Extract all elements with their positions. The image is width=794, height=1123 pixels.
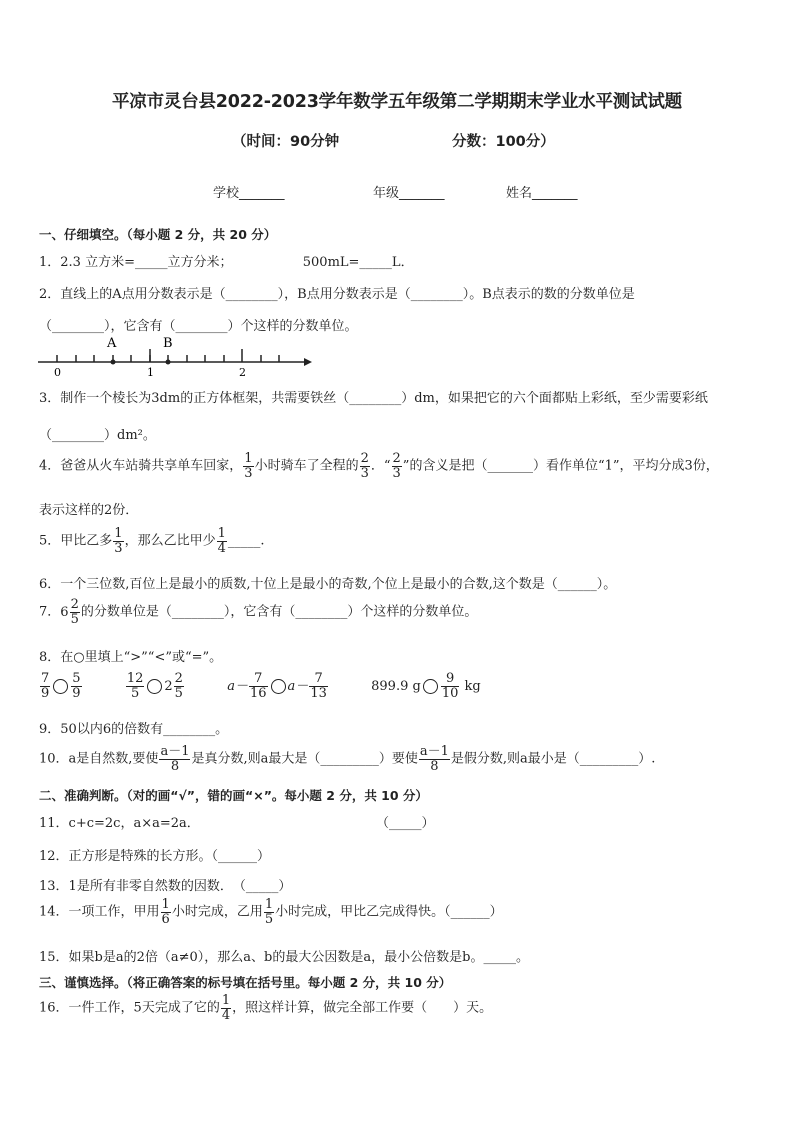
question-2-line-1: 2．直线上的A点用分数表示是（________），B点用分数表示是（________）。B点表示的数的分数单位是	[39, 287, 635, 302]
page-title: 平凉市灵台县2022-2023学年数学五年级第二学期期末学业水平测试试题	[112, 92, 682, 112]
name-field[interactable]: 姓名_______	[506, 186, 578, 201]
question-3-line-2: （________）dm²。	[39, 428, 156, 443]
point-b-label: B	[163, 336, 173, 351]
question-15: 15．如果b是a的2倍（a≠0），那么a、b的最大公因数是a，最小公倍数是b。_____。	[39, 950, 529, 965]
question-7: 7． 6 $\frac{2}{5}$ 的分数单位是（________），它含有（________）个这样的分数单位。	[39, 597, 478, 627]
fraction: $\frac{1}{3}$	[244, 451, 253, 481]
fraction: $\frac{1}{5}$	[264, 897, 274, 927]
question-13: 13．1是所有非零自然数的因数． （_____）	[39, 879, 292, 894]
compare-circle[interactable]	[147, 679, 162, 694]
comparison-1: $\frac{7}{9}$ $\frac{5}{9}$	[41, 671, 81, 701]
tick-label-2: 2	[239, 366, 246, 379]
question-8-intro: 8．在○里填上“>”“<”或“=”。	[39, 650, 223, 665]
question-8-comparisons	[39, 672, 481, 700]
fraction: $\frac{1}{4}$	[217, 526, 226, 556]
question-5: 5．甲比乙多 $\frac{1}{3}$ ，那么乙比甲少 $\frac{1}{4}$ _____.	[39, 526, 265, 556]
fraction: $\frac{1}{3}$	[114, 526, 123, 556]
fraction: $\frac{2}{3}$	[392, 451, 401, 481]
comparison-3: a－ $\frac{7}{16}$ a－ $\frac{7}{13}$	[227, 671, 327, 701]
number-line	[36, 333, 316, 379]
question-10: 10．a是自然数,要使 $\frac{a-1}{8}$ 是真分数,则a最大是（_________）要使 $\frac{a-1}{8}$ 是假分数,则a最小是（_________）.	[39, 744, 656, 774]
point-a-label: A	[107, 336, 117, 351]
mixed-number: 6 $\frac{2}{5}$	[60, 597, 79, 627]
comparison-4: 899.9 g $\frac{9}{10}$ kg	[371, 671, 481, 701]
compare-circle[interactable]	[423, 679, 438, 694]
comparison-2: $\frac{12}{5}$ 2 $\frac{2}{5}$	[126, 671, 183, 701]
point-a-dot	[111, 360, 116, 365]
question-1-part-b: 500mL=_____L．	[302, 255, 414, 270]
section-3-heading: 三、谨慎选择。（将正确答案的标号填在括号里。每小题 2 分，共 10 分）	[39, 975, 452, 990]
question-9: 9．50以内6的倍数有________。	[39, 722, 229, 737]
time-label: （时间：90分钟	[232, 134, 340, 150]
question-6: 6．一个三位数,百位上是最小的质数,十位上是最小的奇数,个位上是最小的合数,这个数是（______）。	[39, 577, 617, 592]
fraction: $\frac{2}{3}$	[360, 451, 369, 481]
grade-field[interactable]: 年级_______	[373, 186, 445, 201]
fraction: $\frac{a-1}{8}$	[160, 744, 190, 774]
question-14: 14．一项工作，甲用 $\frac{1}{6}$ 小时完成，乙用 $\frac{1}{5}$ 小时完成，甲比乙完成得快。（______）	[39, 897, 503, 927]
fraction: $\frac{1}{6}$	[161, 897, 170, 927]
compare-circle[interactable]	[271, 679, 286, 694]
question-2-line-2: （________），它含有（________）个这样的分数单位。	[39, 319, 358, 334]
section-1-heading: 一、仔细填空。（每小题 2 分，共 20 分）	[39, 227, 277, 242]
compare-circle[interactable]	[53, 679, 68, 694]
score-label: 分数：100分）	[452, 134, 555, 150]
tick-label-0: 0	[54, 366, 61, 379]
tick-label-1: 1	[147, 366, 154, 379]
question-4-line-1: 4．爸爸从火车站骑共享单车回家， $\frac{1}{3}$ 小时骑车了全程的 $\frac{2}{3}$ ．“ $\frac{2}{3}$ ”的含义是把（_______）看作单位“1”，平均分成3份，	[39, 451, 719, 481]
answer-blank[interactable]: （_____）	[376, 816, 435, 831]
school-field[interactable]: 学校_______	[213, 186, 285, 201]
fraction: $\frac{1}{4}$	[221, 993, 231, 1023]
question-1-part-a: 1．2.3 立方米=_____立方分米；	[39, 255, 233, 270]
fraction: $\frac{a-1}{8}$	[419, 744, 449, 774]
question-4-line-2: 表示这样的2份．	[39, 503, 139, 518]
question-1	[39, 251, 414, 270]
question-12: 12．正方形是特殊的长方形。（______）	[39, 849, 271, 864]
point-b-dot	[166, 360, 171, 365]
question-11: 11．c+c=2c，a×a=2a． （_____）	[39, 812, 200, 831]
section-2-heading: 二、准确判断。（对的画“√”，错的画“×”。每小题 2 分，共 10 分）	[39, 788, 428, 803]
question-3-line-1: 3．制作一个棱长为3dm的正方体框架，共需要铁丝（________）dm，如果把它的六个面都贴上彩纸，至少需要彩纸	[39, 391, 708, 406]
question-16: 16．一件工作，5天完成了它的 $\frac{1}{4}$ ，照这样计算，做完全部工作要（ ）天。	[39, 993, 493, 1023]
